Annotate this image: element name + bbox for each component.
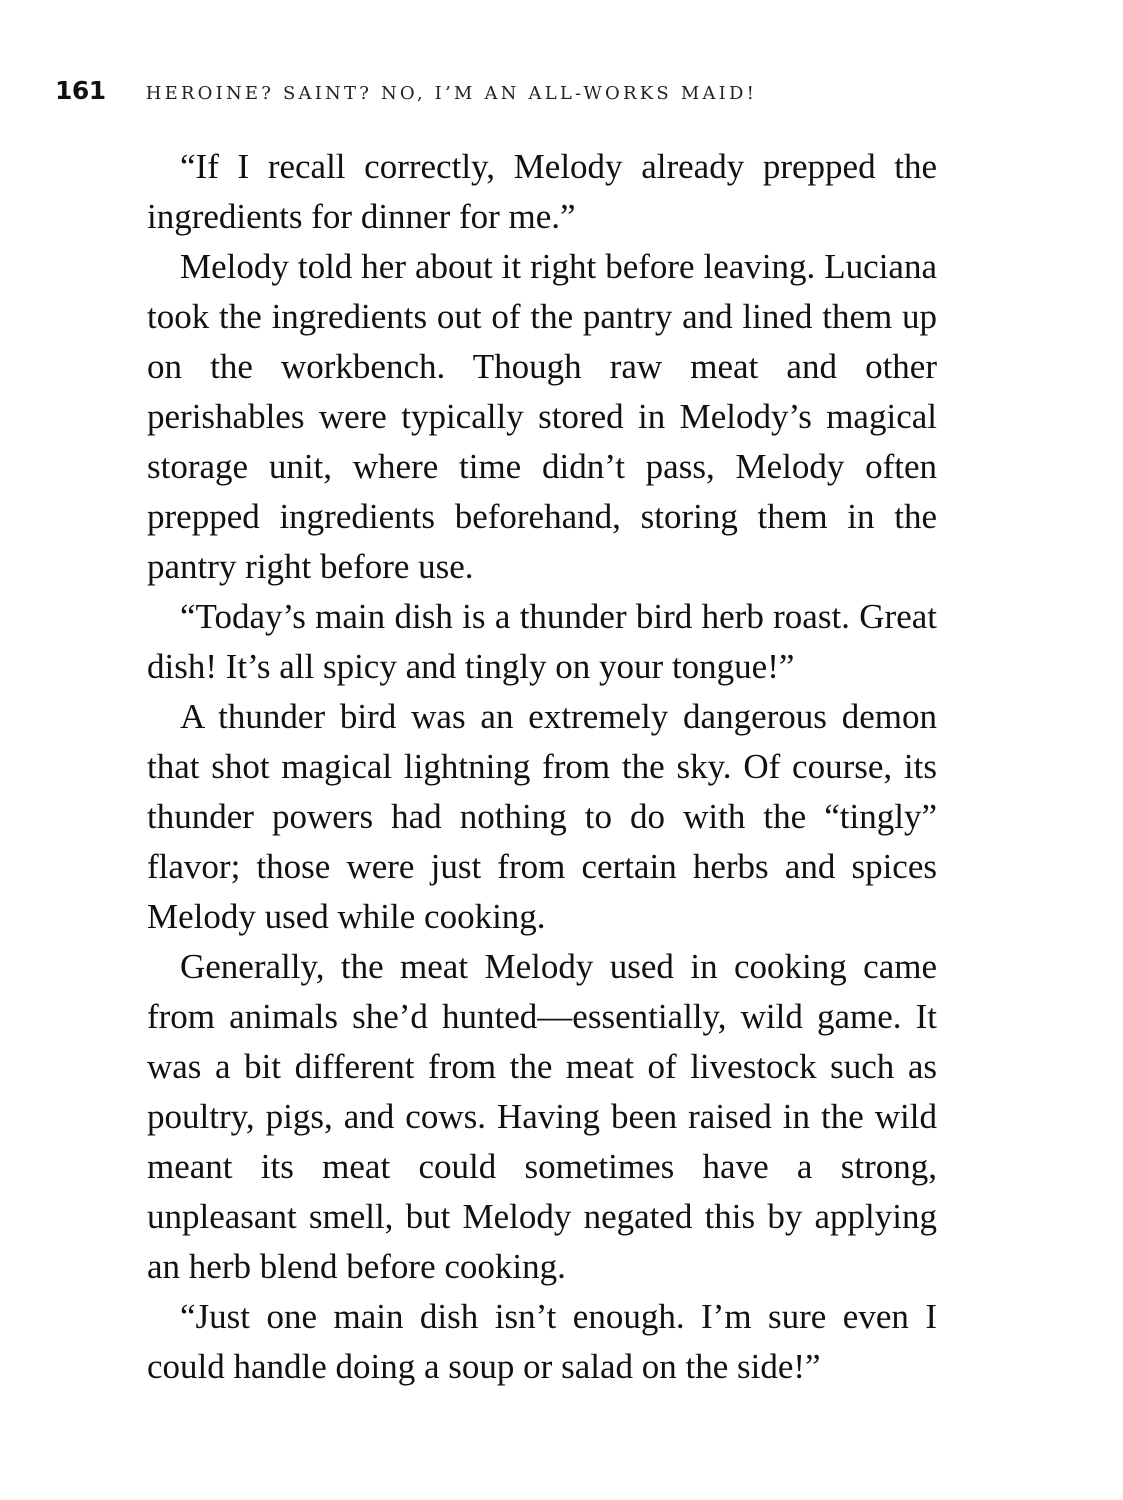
running-header: [55, 76, 757, 110]
paragraph: Melody told her about it right before leaving. Luciana took the ingredients out of the pantry and lined them up on the workbench. Though raw meat and other perishables were typically stored in Melody’s magical storage unit, where time didn’t pass, Melody often prepped ingredients beforehand, storing them in the pantry right before use.: [147, 247, 937, 586]
book-title: HEROINE? SAINT? NO, I’M AN ALL-WORKS MAID!: [145, 83, 758, 104]
paragraph: “Just one main dish isn’t enough. I’m sure even I could handle doing a soup or salad on the side!”: [147, 1297, 937, 1386]
body-text: [147, 142, 937, 1392]
page-number: 161: [55, 76, 106, 105]
paragraph: “Today’s main dish is a thunder bird herb roast. Great dish! It’s all spicy and tingly on your tongue!”: [147, 597, 937, 686]
paragraph: Generally, the meat Melody used in cooking came from animals she’d hunted—essentially, wild game. It was a bit different from the meat of livestock such as poultry, pigs, and cows. Having been raised in the wild meant its meat could sometimes have a strong, unpleasant smell, but Melody negated this by applying an herb blend before cooking.: [147, 947, 937, 1286]
paragraph: A thunder bird was an extremely dangerous demon that shot magical lightning from the sky. Of course, its thunder powers had nothing to do with the “tingly” flavor; those were just from certain herbs and spices Melody used while cooking.: [147, 697, 937, 936]
paragraph: “If I recall correctly, Melody already prepped the ingredients for dinner for me.”: [147, 147, 937, 236]
